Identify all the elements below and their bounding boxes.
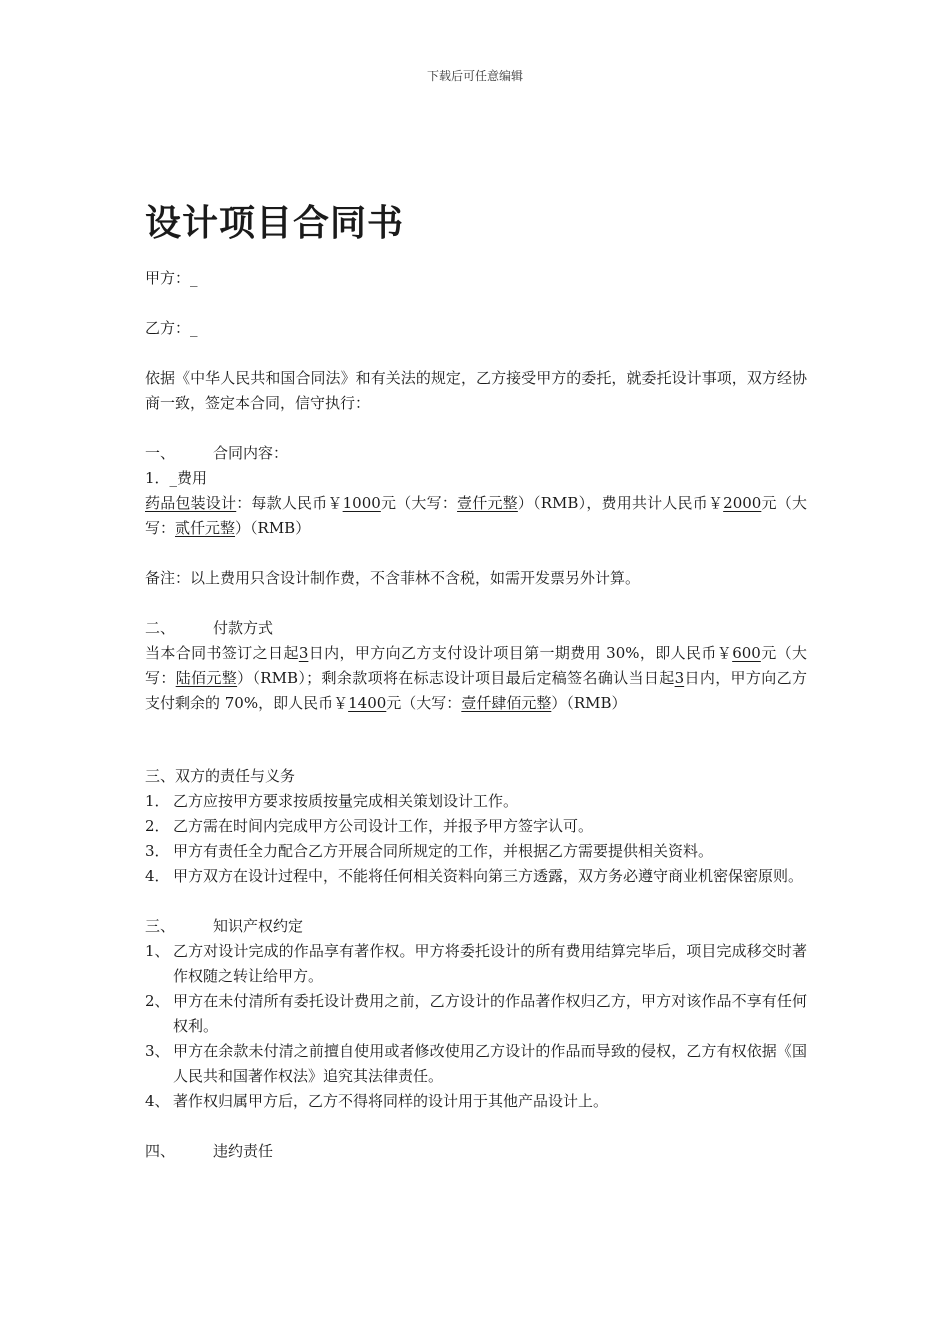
party-b-value: _: [190, 319, 198, 337]
fee-text: ）（RMB），费用共计人民币￥: [517, 494, 724, 512]
list-item-text: 乙方应按甲方要求按质按量完成相关策划设计工作。: [173, 792, 519, 810]
payment-paragraph: [145, 641, 807, 716]
payment-text: 日内，甲方向乙方支付剩余的 70%，即人民币￥: [145, 669, 807, 712]
payment-amount-2: 1400: [348, 694, 387, 712]
fee-unit-price: 1000: [342, 494, 381, 512]
section-4-title: 知识产权约定: [213, 917, 304, 935]
fee-item-number: 1．: [145, 469, 170, 487]
list-item: [145, 1089, 807, 1114]
list-item-text: 乙方对设计完成的作品享有著作权。甲方将委托设计的所有费用结算完毕后，项目完成移交时著作权随之转让给甲方。: [173, 942, 807, 985]
section-5-heading: [145, 1139, 807, 1164]
list-item: [145, 814, 807, 839]
payment-amount-1-words: 陆佰元整: [175, 669, 238, 687]
list-item-number: 3．: [145, 842, 170, 860]
payment-text: 日内，甲方向乙方支付设计项目第一期费用 30%，即人民币￥: [308, 644, 733, 662]
payment-text: 元（大写：: [386, 694, 462, 712]
responsibility-list: [145, 789, 807, 889]
section-2-number: 二、: [145, 619, 176, 637]
list-item: [145, 989, 807, 1039]
list-item-text: 甲方在余款未付清之前擅自使用或者修改使用乙方设计的作品而导致的侵权，乙方有权依据《国人民共和国著作权法》追究其法律责任。: [173, 1042, 807, 1085]
section-1-heading: [145, 441, 807, 466]
list-item: [145, 939, 807, 989]
list-item: [145, 864, 807, 889]
party-b-label: 乙方：: [145, 319, 191, 337]
party-a-value: _: [190, 269, 198, 287]
section-4-number: 三、: [145, 917, 176, 935]
page-header: 下载后可任意编辑: [426, 69, 523, 83]
document-title: 设计项目合同书: [145, 203, 405, 244]
payment-days-1: 3: [298, 644, 309, 662]
fee-total-words: 贰仟元整: [175, 519, 236, 537]
list-item-text: 甲方有责任全力配合乙方开展合同所规定的工作，并根据乙方需要提供相关资料。: [173, 842, 714, 860]
party-a-line: [145, 266, 807, 291]
payment-amount-2-words: 壹仟肆佰元整: [461, 694, 552, 712]
list-item-number: 2、: [145, 992, 170, 1010]
list-item-number: 2．: [145, 817, 170, 835]
section-5-number: 四、: [145, 1142, 176, 1160]
fee-total: 2000: [723, 494, 762, 512]
fee-text: 元（大写：: [145, 494, 807, 537]
contract-document: [145, 196, 807, 1164]
payment-amount-1: 600: [732, 644, 761, 662]
list-item-number: 1、: [145, 942, 170, 960]
fee-project: 药品包装设计: [145, 494, 237, 512]
list-item-text: 甲方在未付清所有委托设计费用之前，乙方设计的作品著作权归乙方，甲方对该作品不享有任何权利。: [173, 992, 807, 1035]
payment-text: 当本合同书签订之日起: [145, 644, 299, 662]
fee-paragraph: [145, 491, 807, 541]
payment-text: ）（RMB）；剩余款项将在标志设计项目最后定稿签名确认当日起: [237, 669, 675, 687]
payment-text: 元（大写：: [145, 644, 807, 687]
section-4-heading: [145, 914, 807, 939]
intro-paragraph: 依据《中华人民共和国合同法》和有关法的规定，乙方接受甲方的委托，就委托设计事项，双方经协商一致，签定本合同，信守执行：: [145, 369, 807, 412]
list-item-text: 乙方需在时间内完成甲方公司设计工作，并报予甲方签字认可。: [173, 817, 594, 835]
section-1-title: 合同内容：: [213, 444, 289, 462]
section-5-title: 违约责任: [213, 1142, 274, 1160]
section-2-heading: [145, 616, 807, 641]
payment-days-2: 3: [674, 669, 685, 687]
list-item-number: 1．: [145, 792, 170, 810]
list-item-number: 4．: [145, 867, 170, 885]
fee-unit-price-words: 壹仟元整: [457, 494, 518, 512]
list-item: [145, 839, 807, 864]
fee-text: 元（大写：: [380, 494, 458, 512]
fee-item-heading: [145, 466, 807, 491]
list-item-number: 4、: [145, 1092, 170, 1110]
fee-item-label: _费用: [169, 469, 208, 487]
ip-list: [145, 939, 807, 1114]
section-3-title: 三、双方的责任与义务: [145, 767, 296, 785]
section-1-number: 一、: [145, 444, 176, 462]
section-2-title: 付款方式: [213, 619, 274, 637]
list-item: [145, 789, 807, 814]
fee-text: ：每款人民币￥: [236, 494, 343, 512]
party-b-line: [145, 316, 807, 341]
list-item-number: 3、: [145, 1042, 170, 1060]
list-item-text: 甲方双方在设计过程中，不能将任何相关资料向第三方透露，双方务必遵守商业机密保密原则。: [173, 867, 804, 885]
list-item: [145, 1039, 807, 1089]
list-item-text: 著作权归属甲方后，乙方不得将同样的设计用于其他产品设计上。: [173, 1092, 609, 1110]
fee-text: ）（RMB）: [235, 519, 311, 537]
payment-text: ）（RMB）: [551, 694, 627, 712]
fee-note: 备注：以上费用只含设计制作费，不含菲林不含税，如需开发票另外计算。: [145, 569, 641, 587]
party-a-label: 甲方：: [145, 269, 191, 287]
